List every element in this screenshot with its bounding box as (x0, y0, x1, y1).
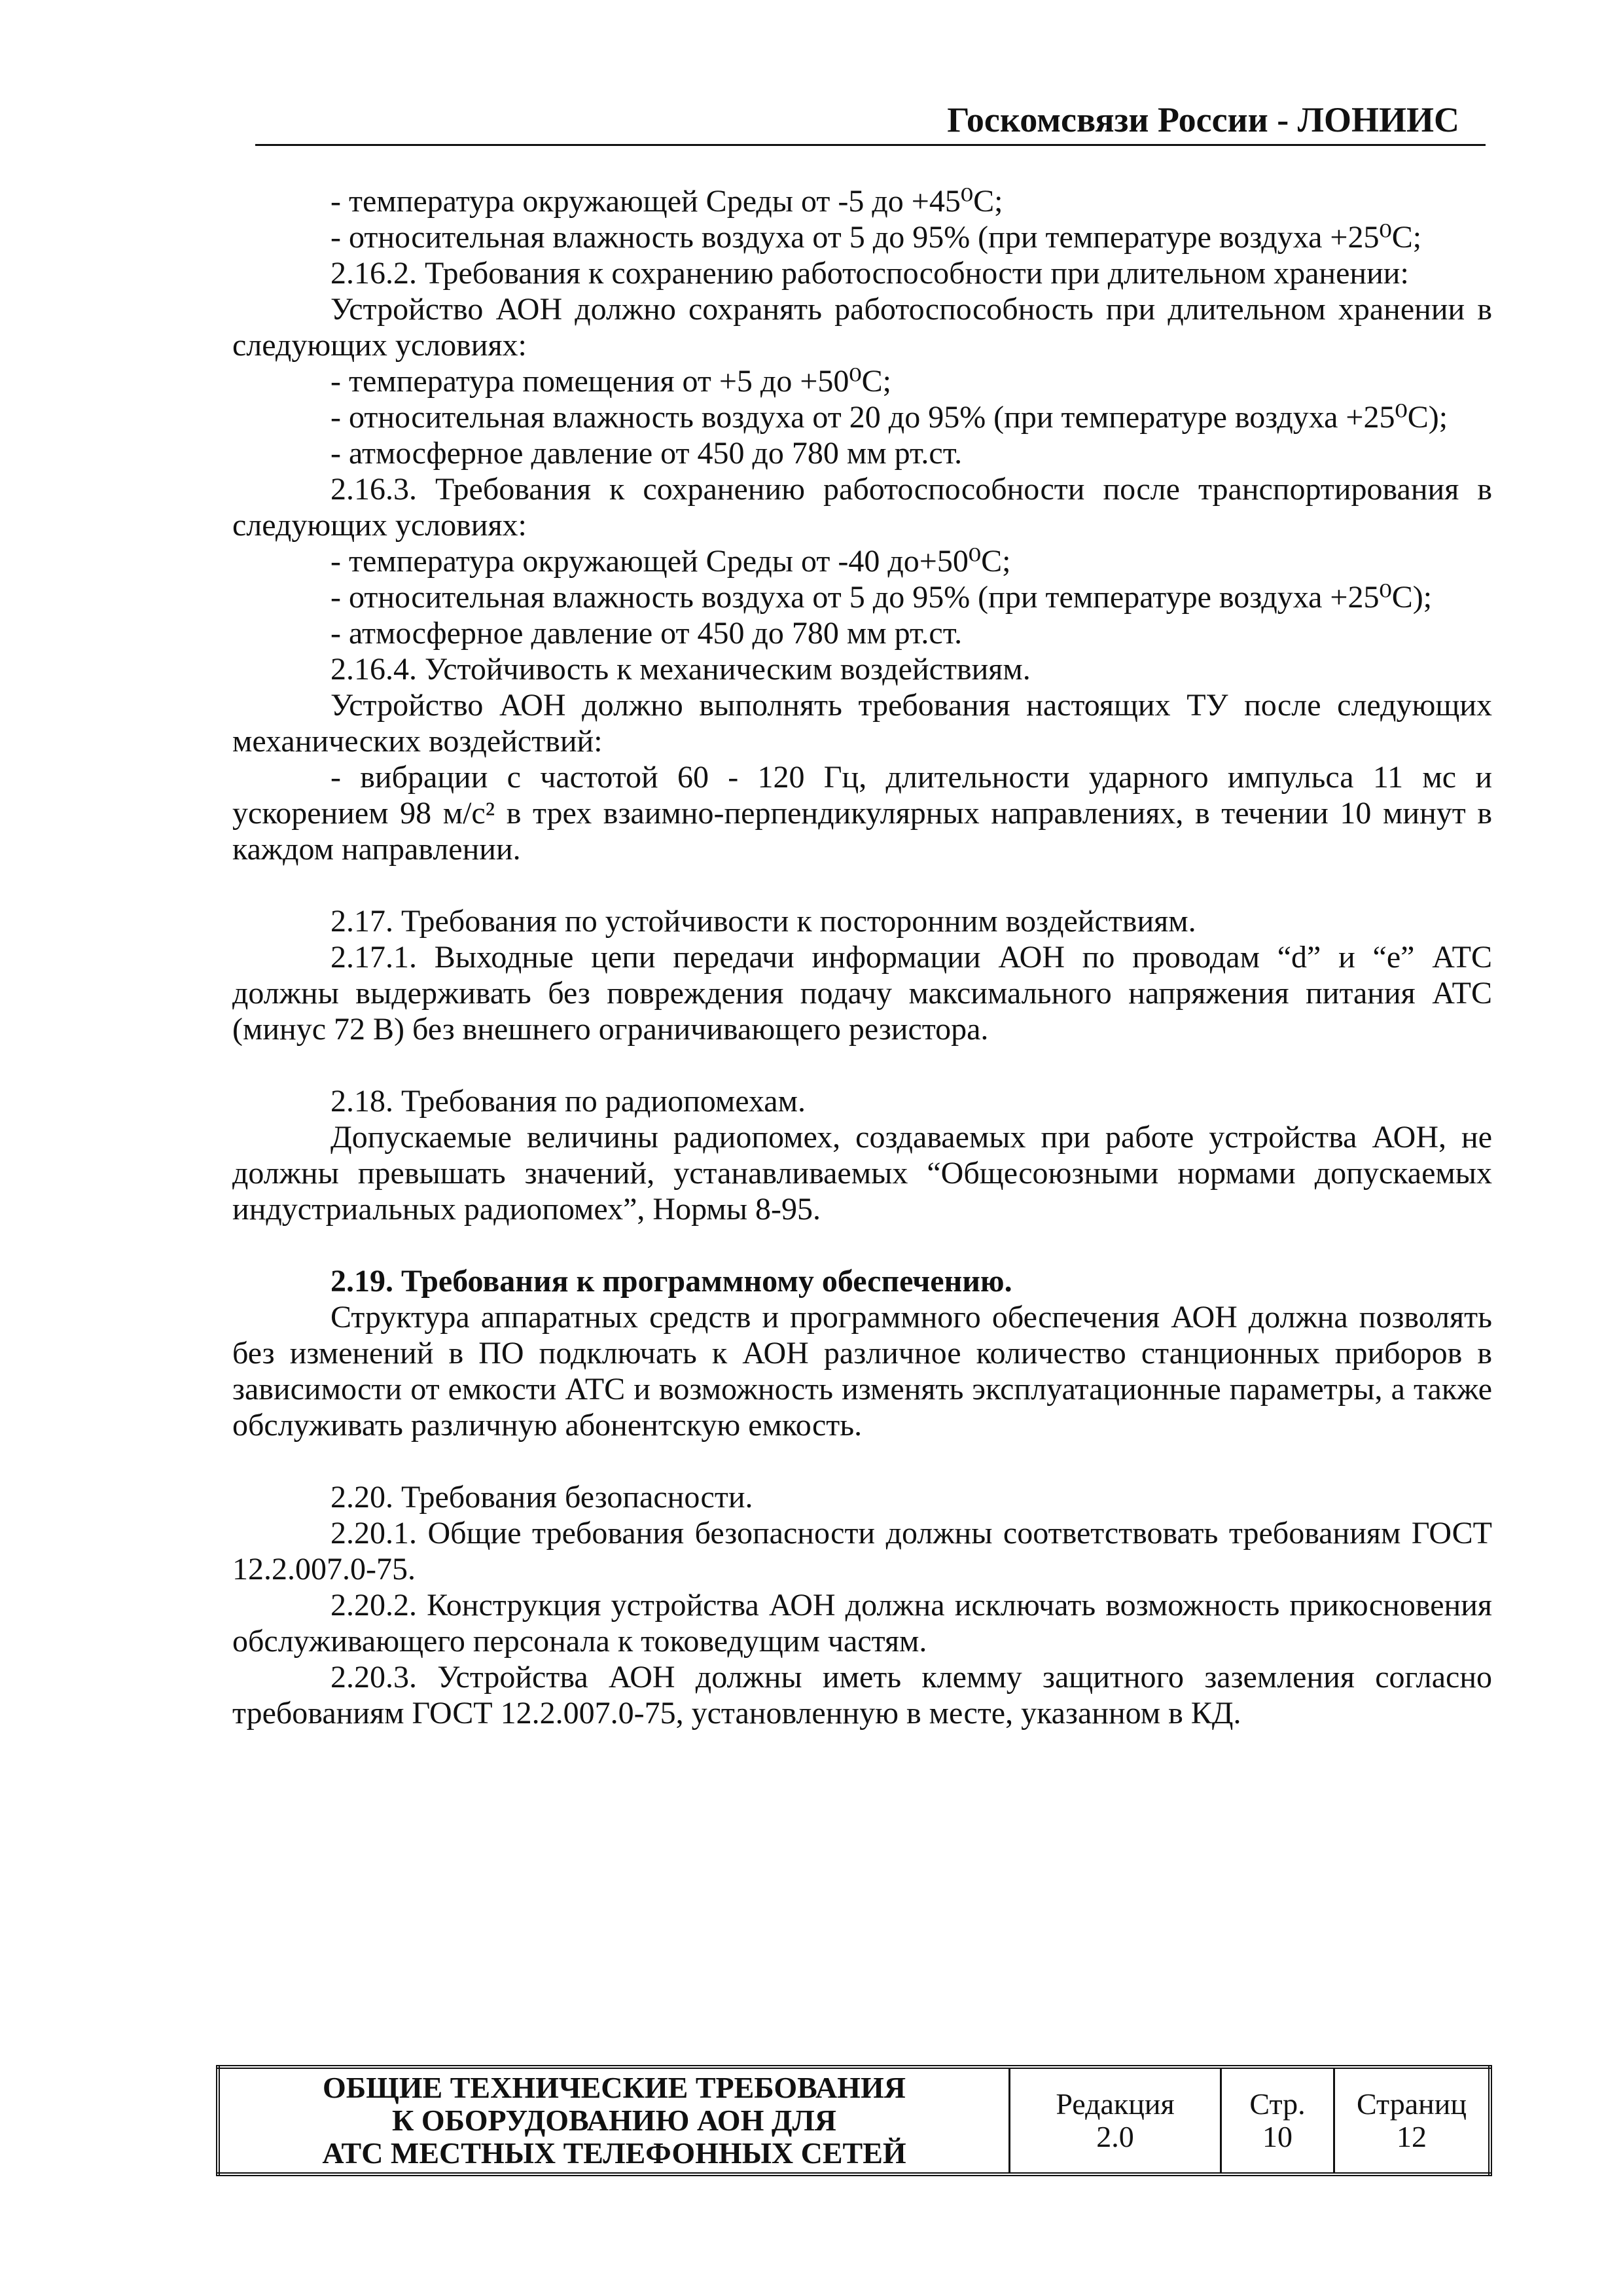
section-heading: 2.20. Требования безопасности. (330, 1480, 753, 1515)
paragraph: 2.17.1. Выходные цепи передачи информации АОН по проводам “d” и “e” АТС должны выдерживать без повреждения подачу максимального напряжения питания АТС (минус 72 В) без внешнего ограничивающего резистора. (232, 940, 1492, 1047)
edition-cell (1010, 2067, 1221, 2174)
total-pages-cell (1334, 2067, 1491, 2174)
paragraph: Структура аппаратных средств и программного обеспечения АОН должна позволять без изменений в ПО подключать к АОН различное количество станционных приборов в зависимости от емкости АТС и возможность изменять эксплуатационные параметры, а также обслуживать различную абонентскую емкость. (232, 1300, 1492, 1443)
page-label: Стр. (1249, 2087, 1306, 2121)
document-title-line: ОБЩИЕ ТЕХНИЧЕСКИЕ ТРЕБОВАНИЯ (323, 2071, 906, 2104)
paragraph: - атмосферное давление от 450 до 780 мм рт.ст. (330, 616, 963, 651)
paragraph: - температура окружающей Среды от -5 до +45⁰С; (330, 184, 1003, 219)
paragraph: - вибрации с частотой 60 - 120 Гц, длительности ударного импульса 11 мс и ускорением 98 м/с² в трех взаимно-перпендикулярных направлениях, в течении 10 минут в каждом направлении. (232, 760, 1492, 867)
paragraph: Допускаемые величины радиопомех, создаваемых при работе устройства АОН, не должны превышать значений, устанавливаемых “Общесоюзными нормами допускаемых индустриальных радиопомех”, Нормы 8-95. (232, 1120, 1492, 1227)
document-body (232, 183, 1492, 1731)
edition-label: Редакция (1056, 2087, 1175, 2121)
edition-value: 2.0 (1096, 2120, 1134, 2153)
paragraph: - температура окружающей Среды от -40 до+50⁰С; (330, 544, 1011, 579)
page-cell (1221, 2067, 1334, 2174)
section-heading: 2.17. Требования по устойчивости к посторонним воздействиям. (330, 904, 1196, 939)
paragraph: 2.20.2. Конструкция устройства АОН должна исключать возможность прикосновения обслуживающего персонала к токоведущим частям. (232, 1588, 1492, 1659)
section-heading: 2.18. Требования по радиопомехам. (330, 1084, 806, 1119)
document-title-line: К ОБОРУДОВАНИЮ АОН ДЛЯ (392, 2104, 836, 2137)
section-heading: 2.16.2. Требования к сохранению работоспособности при длительном хранении: (330, 256, 1409, 291)
paragraph: 2.20.1. Общие требования безопасности должны соответствовать требованиям ГОСТ 12.2.007.0-75. (232, 1516, 1492, 1587)
total-pages-label: Страниц (1356, 2087, 1467, 2121)
paragraph: - относительная влажность воздуха от 5 до 95% (при температуре воздуха +25⁰С; (330, 220, 1422, 255)
section-heading: 2.16.3. Требования к сохранению работоспособности после транспортирования в следующих условиях: (232, 472, 1492, 543)
paragraph: - температура помещения от +5 до +50⁰С; (330, 364, 892, 399)
paragraph: - относительная влажность воздуха от 20 до 95% (при температуре воздуха +25⁰С); (330, 400, 1448, 435)
section-heading: 2.16.4. Устойчивость к механическим воздействиям. (330, 652, 1031, 687)
paragraph: - атмосферное давление от 450 до 780 мм рт.ст. (330, 436, 963, 471)
total-pages-value: 12 (1397, 2120, 1427, 2153)
page-number: 10 (1262, 2120, 1293, 2153)
paragraph: Устройство АОН должно сохранять работоспособность при длительном хранении в следующих условиях: (232, 292, 1492, 363)
paragraph: 2.20.3. Устройства АОН должны иметь клемму защитного заземления согласно требованиям ГОСТ 12.2.007.0-75, установленную в месте, указанном в КД. (232, 1660, 1492, 1731)
document-title-cell (218, 2067, 1010, 2174)
organization-title: Госкомсвязи России - ЛОНИИС (947, 100, 1459, 139)
page-header (255, 98, 1486, 146)
section-heading: 2.19. Требования к программному обеспечению. (330, 1264, 1012, 1299)
document-title-line: АТС МЕСТНЫХ ТЕЛЕФОННЫХ СЕТЕЙ (322, 2136, 906, 2170)
title-block-table (216, 2065, 1492, 2176)
paragraph: - относительная влажность воздуха от 5 до 95% (при температуре воздуха +25⁰С); (330, 580, 1433, 615)
paragraph: Устройство АОН должно выполнять требования настоящих ТУ после следующих механических воздействий: (232, 688, 1492, 759)
